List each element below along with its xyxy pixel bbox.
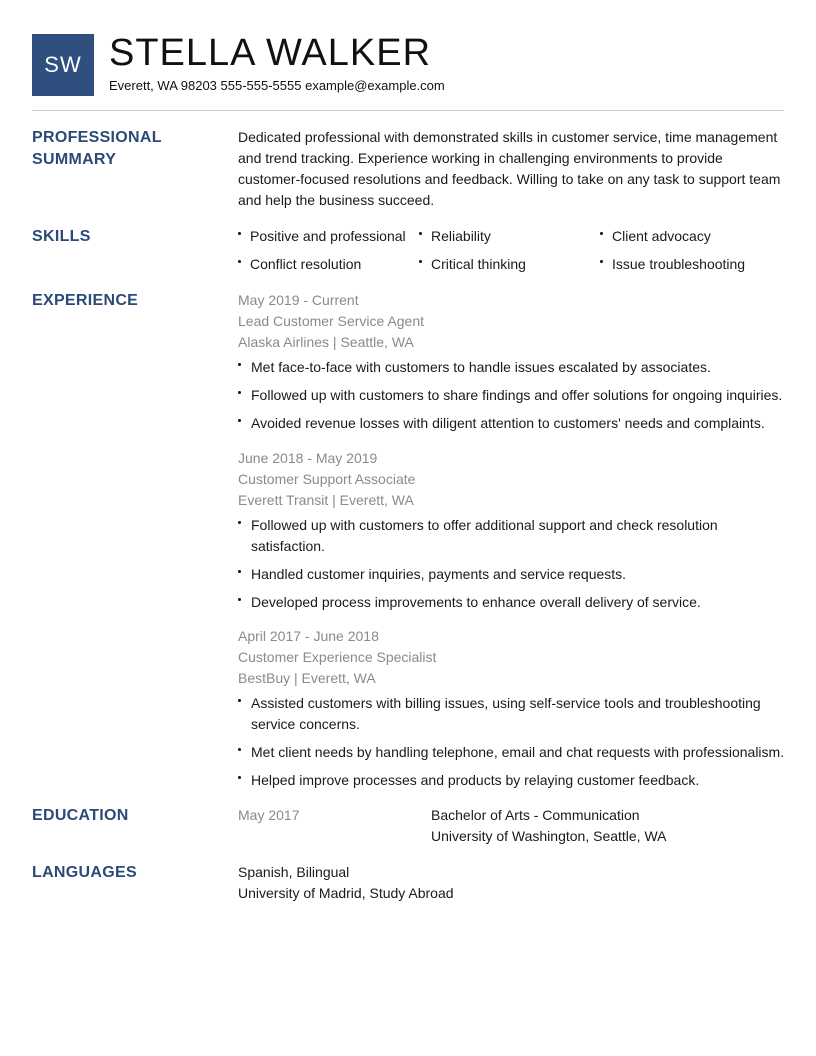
job-bullets [238,693,790,791]
summary-heading [32,127,162,171]
job-bullet-text: Developed process improvements to enhance overall delivery of service. [251,594,701,610]
skill-item [600,226,711,247]
bullet-icon [238,699,241,702]
summary-heading-line2: SUMMARY [32,151,117,168]
job-bullet [238,742,790,763]
job-bullet-text: Avoided revenue losses with diligent attention to customers' needs and complaints. [251,415,765,431]
job-company: BestBuy | Everett, WA [238,670,376,686]
job-bullets [238,357,790,434]
job-bullets [238,515,790,613]
skill-label: Issue troubleshooting [612,256,746,272]
job-bullet [238,564,790,585]
skill-label: Client advocacy [612,228,711,244]
job-dates: June 2018 - May 2019 [238,450,378,466]
job-bullet [238,357,790,378]
candidate-name: STELLA WALKER [109,32,432,74]
language-line: University of Madrid, Study Abroad [238,885,454,901]
skill-label: Conflict resolution [250,256,362,272]
job-bullet-text: Met face-to-face with customers to handle issues escalated by associates. [251,359,711,375]
job-dates: April 2017 - June 2018 [238,628,379,644]
job-entry [238,290,790,441]
header-divider [32,110,784,111]
bullet-icon [419,260,422,263]
initials: SW [44,52,82,77]
skill-item [419,226,491,247]
education-details [431,805,667,847]
contact-info: Everett, WA 98203 555-555-5555 example@example.com [109,78,445,93]
bullet-icon [238,363,241,366]
bullet-icon [419,232,422,235]
job-company: Everett Transit | Everett, WA [238,492,414,508]
bullet-icon [238,419,241,422]
bullet-icon [238,776,241,779]
bullet-icon [238,570,241,573]
bullet-icon [238,748,241,751]
summary-heading-line1: PROFESSIONAL [32,129,162,146]
job-bullet-text: Handled customer inquiries, payments and service requests. [251,566,627,582]
initials-badge [32,34,94,96]
skill-item [419,254,526,275]
education-degree: Bachelor of Arts - Communication [431,807,640,823]
skills-heading: SKILLS [32,228,91,245]
bullet-icon [238,260,241,263]
job-bullet [238,592,790,613]
job-bullet [238,385,790,406]
job-bullet-text: Followed up with customers to share findings and offer solutions for ongoing inquiries. [251,387,783,403]
job-bullet [238,413,790,434]
job-company: Alaska Airlines | Seattle, WA [238,334,414,350]
experience-heading: EXPERIENCE [32,292,139,309]
bullet-icon [238,598,241,601]
job-role: Customer Support Associate [238,471,416,487]
job-bullet-text: Met client needs by handling telephone, email and chat requests with professionalism. [251,744,785,760]
skill-item [238,254,361,275]
bullet-icon [238,232,241,235]
bullet-icon [238,521,241,524]
job-bullet-text: Assisted customers with billing issues, using self-service tools and troubleshooting service concerns. [251,695,761,732]
education-date: May 2017 [238,807,300,823]
job-bullet [238,515,790,557]
job-role: Customer Experience Specialist [238,649,437,665]
skill-label: Reliability [431,228,491,244]
job-role: Lead Customer Service Agent [238,313,424,329]
skill-label: Positive and professional [250,228,406,244]
skill-item [238,226,406,247]
education-heading: EDUCATION [32,807,129,824]
job-dates: May 2019 - Current [238,292,359,308]
language-line: Spanish, Bilingual [238,864,350,880]
job-entry [238,448,790,620]
skill-item [600,254,745,275]
languages-details [238,862,454,904]
bullet-icon [600,232,603,235]
summary-text: Dedicated professional with demonstrated skills in customer service, time management and trend tracking. Experience working in challenging environments to provide customer-focused resolutions and feedback. Willing to take on any task to support team and help the business succeed. [238,129,781,208]
job-bullet [238,770,790,791]
job-bullet [238,693,790,735]
job-bullet-text: Helped improve processes and products by relaying customer feedback. [251,772,700,788]
skill-label: Critical thinking [431,256,526,272]
bullet-icon [238,391,241,394]
education-school: University of Washington, Seattle, WA [431,828,667,844]
languages-heading: LANGUAGES [32,864,137,881]
job-bullet-text: Followed up with customers to offer additional support and check resolution satisfaction. [251,517,718,554]
job-entry [238,626,790,798]
bullet-icon [600,260,603,263]
